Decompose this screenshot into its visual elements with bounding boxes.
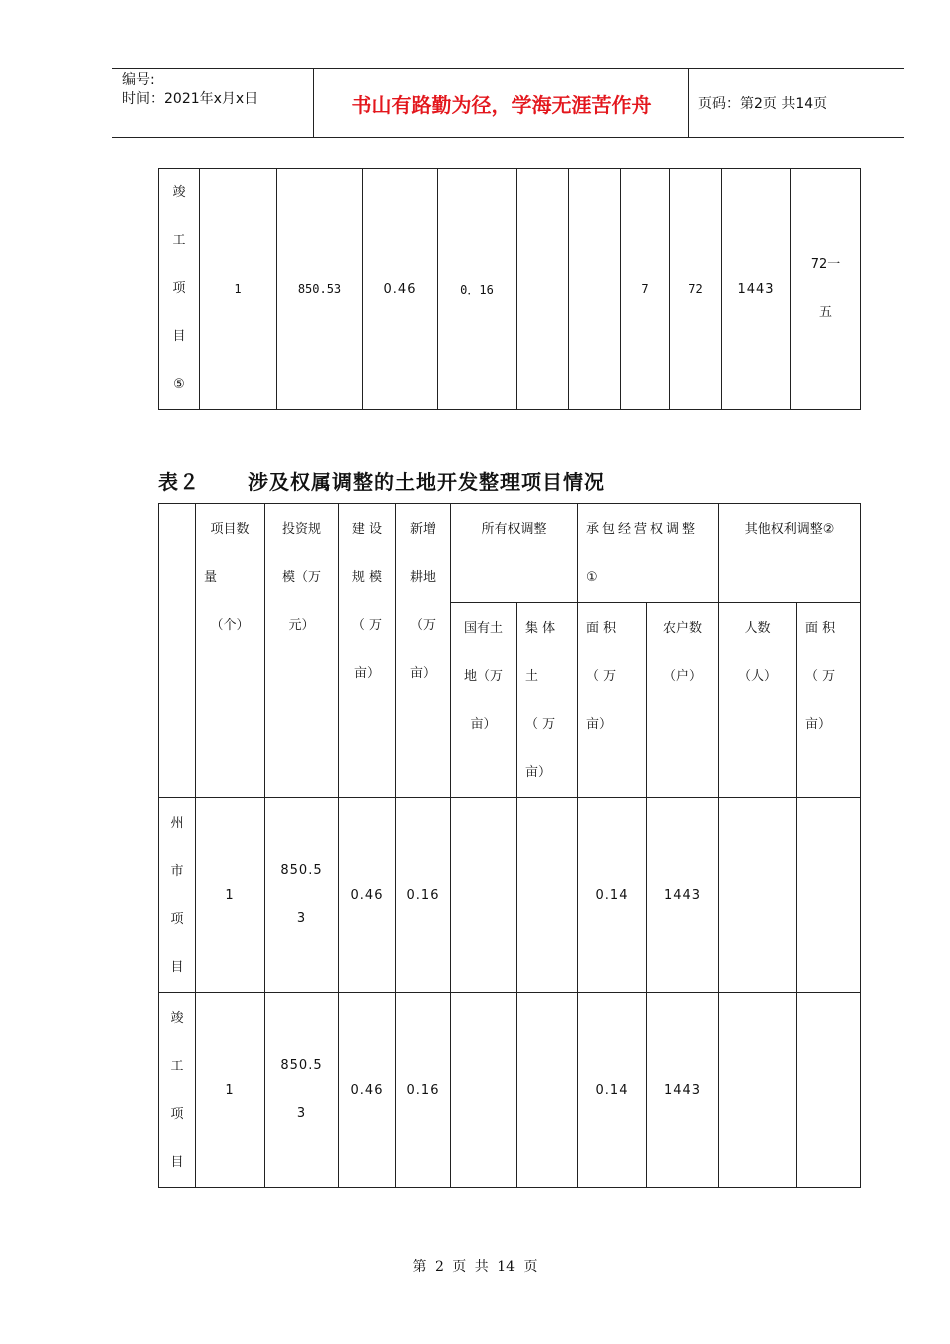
cell-other-area (797, 798, 861, 993)
table-row (159, 798, 861, 993)
table-row (159, 169, 861, 410)
col-count-header: 项目数 量 （个） (196, 504, 265, 798)
col-other-header: 其他权利调整② (719, 504, 861, 603)
header-row (159, 504, 861, 603)
cell-invest: 850.5 3 (265, 798, 339, 993)
cell: 850.53 (277, 169, 363, 410)
cell: 1443 (722, 169, 791, 410)
cell-state-land (451, 993, 517, 1188)
serial-label: 编号: (122, 72, 155, 88)
col-state-land-header: 国有土 地（万 亩） (451, 603, 517, 798)
col-contract-area-header: 面 积 （ 万 亩） (578, 603, 647, 798)
table-2 (158, 503, 861, 1188)
cell-contract-area: 0.14 (578, 993, 647, 1188)
col-invest-header: 投资规 模（万 元） (265, 504, 339, 798)
cell-collective (517, 993, 578, 1188)
cell (569, 169, 621, 410)
cell-new-land: 0.16 (396, 798, 451, 993)
cell-invest: 850.5 3 (265, 993, 339, 1188)
col-scale-header: 建 设 规 模 （ 万 亩） (339, 504, 396, 798)
cell-count: 1 (196, 798, 265, 993)
col-other-area-header: 面 积 （ 万 亩） (797, 603, 861, 798)
cell-persons (719, 993, 797, 1188)
col-contract-header: 承包经营权调整 ① (578, 504, 719, 603)
header-page-info: 页码：第2页 共14页 (698, 96, 828, 112)
table-1-continued (158, 168, 861, 410)
cell-state-land (451, 798, 517, 993)
table-2-title: 表２ 涉及权属调整的土地开发整理项目情况 (158, 470, 605, 494)
cell-persons (719, 798, 797, 993)
cell-new-land: 0.16 (396, 993, 451, 1188)
row-label: 竣 工 项 目 (159, 993, 196, 1188)
cell-collective (517, 798, 578, 993)
cell: 0．16 (438, 169, 517, 410)
cell-other-area (797, 993, 861, 1188)
col-ownership-header: 所有权调整 (451, 504, 578, 603)
cell: 7 (621, 169, 670, 410)
header-meta (112, 69, 314, 137)
cell: 1 (200, 169, 277, 410)
cell: 72 (670, 169, 722, 410)
cell (517, 169, 569, 410)
corner-cell (159, 504, 196, 798)
col-persons-header: 人数 （人） (719, 603, 797, 798)
page-footer: 第 2 页 共 14 页 (412, 1259, 538, 1275)
time-label: 时间：2021年x月x日 (122, 91, 259, 107)
cell-contract-area: 0.14 (578, 798, 647, 993)
page-header (112, 68, 904, 138)
cell-households: 1443 (647, 798, 719, 993)
cell-households: 1443 (647, 993, 719, 1188)
cell: 72一 五 (791, 169, 861, 410)
col-households-header: 农户数 （户） (647, 603, 719, 798)
col-new-land-header: 新增 耕地 （万 亩） (396, 504, 451, 798)
header-motto: 书山有路勤为径，学海无涯苦作舟 (315, 69, 689, 137)
row-label: 竣 工 项 目 ⑤ (159, 169, 200, 410)
cell-scale: 0.46 (339, 993, 396, 1188)
col-collective-header: 集 体 土 （ 万 亩） (517, 603, 578, 798)
cell: 0.46 (363, 169, 438, 410)
table-row (159, 993, 861, 1188)
row-label: 州 市 项 目 (159, 798, 196, 993)
cell-count: 1 (196, 993, 265, 1188)
cell-scale: 0.46 (339, 798, 396, 993)
